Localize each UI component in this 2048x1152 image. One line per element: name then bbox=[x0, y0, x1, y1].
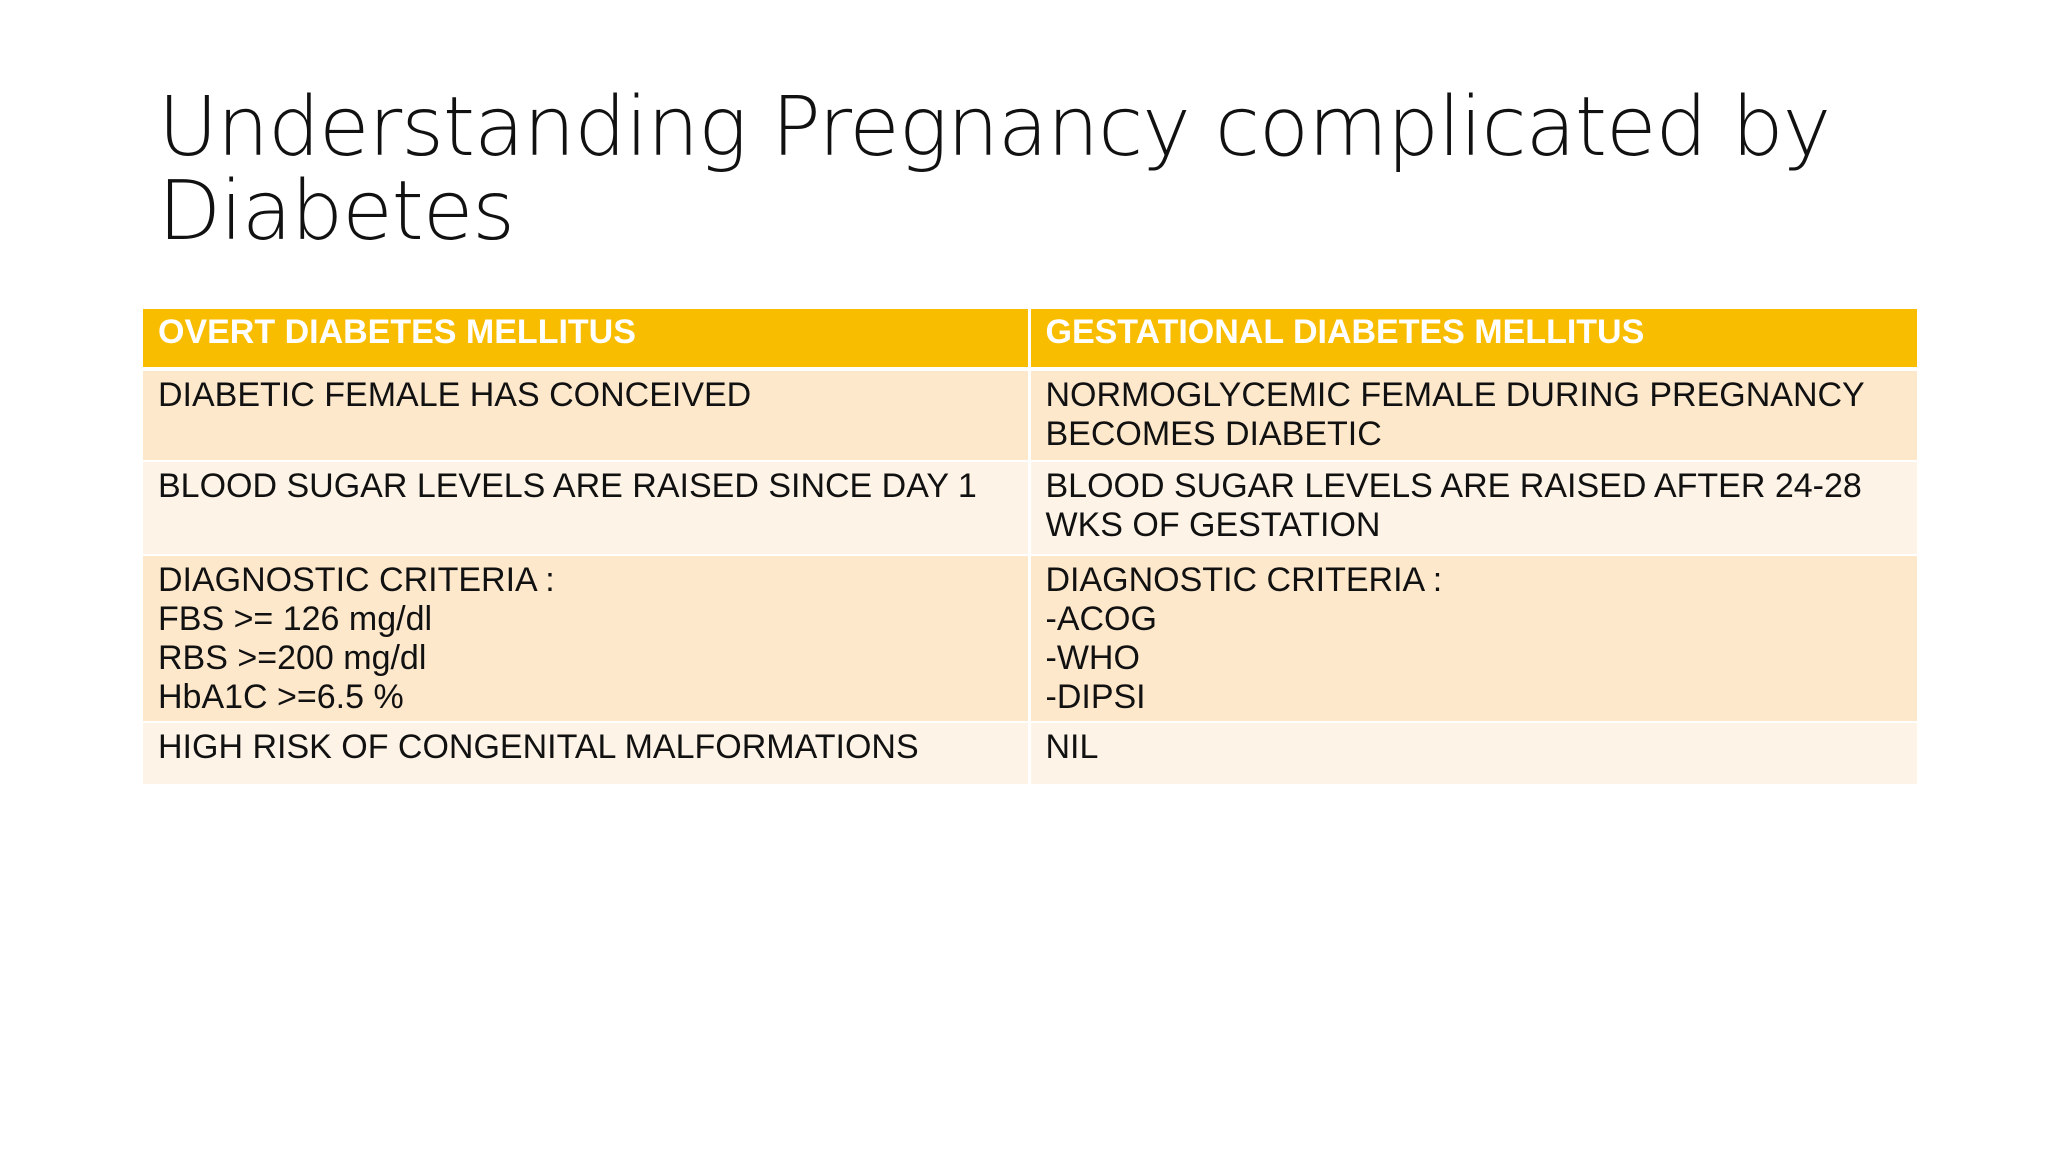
comparison-table bbox=[143, 309, 1917, 786]
cell-text: DIAGNOSTIC CRITERIA : bbox=[158, 561, 555, 599]
cell-overt bbox=[143, 555, 1029, 722]
cell-text: -DIPSI bbox=[1045, 678, 1146, 716]
table-row bbox=[143, 722, 1917, 785]
cell-text: DIABETIC FEMALE HAS CONCEIVED bbox=[158, 376, 752, 414]
header-overt-diabetes: OVERT DIABETES MELLITUS bbox=[143, 309, 1029, 369]
cell-text: HIGH RISK OF CONGENITAL MALFORMATIONS bbox=[158, 728, 919, 766]
cell-text: FBS >= 126 mg/dl bbox=[158, 600, 433, 638]
cell-overt bbox=[143, 722, 1029, 785]
cell-overt bbox=[143, 461, 1029, 555]
cell-text: DIAGNOSTIC CRITERIA : bbox=[1045, 561, 1443, 599]
table-header-row bbox=[143, 309, 1917, 369]
table-row bbox=[143, 461, 1917, 555]
cell-text: HbA1C >=6.5 % bbox=[158, 678, 404, 716]
cell-gestational bbox=[1029, 722, 1917, 785]
cell-overt bbox=[143, 369, 1029, 461]
cell-gestational bbox=[1029, 369, 1917, 461]
cell-gestational bbox=[1029, 461, 1917, 555]
slide-title-line-2: Diabetes bbox=[158, 164, 514, 259]
cell-text: BLOOD SUGAR LEVELS ARE RAISED AFTER 24-28 WKS OF GESTATION bbox=[1045, 467, 1862, 544]
cell-text: -ACOG bbox=[1045, 600, 1157, 638]
cell-text: BLOOD SUGAR LEVELS ARE RAISED SINCE DAY 1 bbox=[158, 467, 977, 505]
table-row bbox=[143, 369, 1917, 461]
table-row bbox=[143, 555, 1917, 722]
cell-text: NIL bbox=[1045, 728, 1099, 766]
slide-title-line-1: Understanding Pregnancy complicated by bbox=[158, 80, 1831, 175]
cell-text: NORMOGLYCEMIC FEMALE DURING PREGNANCY BECOMES DIABETIC bbox=[1045, 376, 1865, 453]
slide-title bbox=[158, 80, 1958, 259]
cell-text: -WHO bbox=[1045, 639, 1140, 677]
cell-text: RBS >=200 mg/dl bbox=[158, 639, 427, 677]
header-gestational-diabetes: GESTATIONAL DIABETES MELLITUS bbox=[1029, 309, 1917, 369]
cell-gestational bbox=[1029, 555, 1917, 722]
